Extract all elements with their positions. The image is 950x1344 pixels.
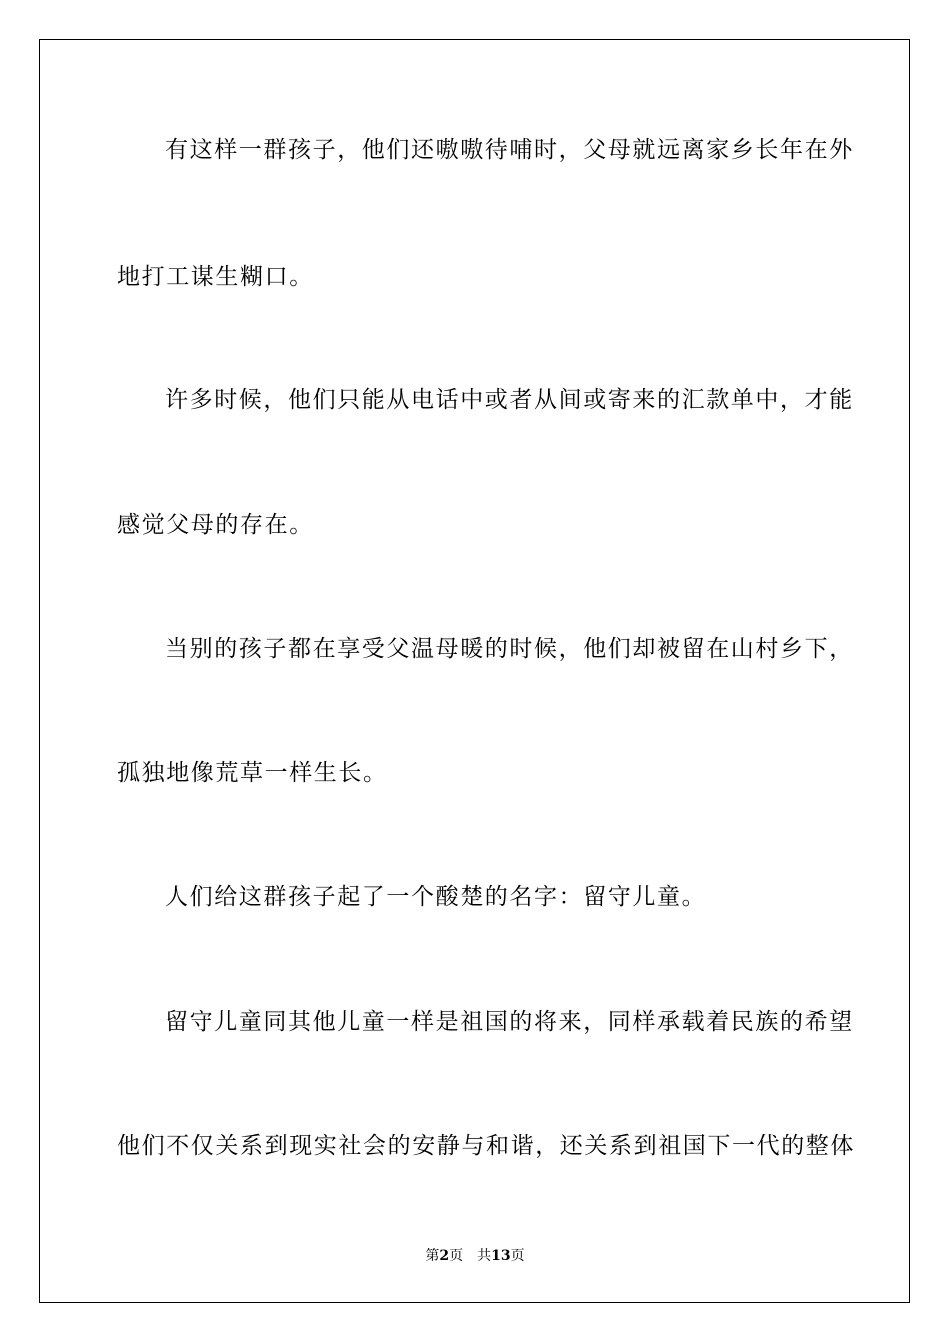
paragraph-2-line-1: 许多时候，他们只能从电话中或者从间或寄来的汇款单中，才能	[165, 387, 854, 413]
paragraph-4-line-1: 人们给这群孩子起了一个酸楚的名字：留守儿童。	[165, 884, 707, 910]
paragraph-5-line-2: 他们不仅关系到现实社会的安静与和谐，还关系到祖国下一代的整体	[117, 1133, 855, 1159]
current-page-number: 2	[439, 1248, 450, 1264]
paragraph-1-line-1: 有这样一群孩子，他们还嗷嗷待哺时，父母就远离家乡长年在外	[165, 137, 854, 163]
page-footer	[0, 1247, 950, 1265]
total-unit: 页	[510, 1248, 525, 1264]
paragraph-3-line-1: 当别的孩子都在享受父温母暖的时候，他们却被留在山村乡下，	[165, 636, 854, 662]
total-page-number: 13	[491, 1248, 511, 1264]
paragraph-1-line-2: 地打工谋生糊口。	[117, 264, 314, 290]
paragraph-2-line-2: 感觉父母的存在。	[117, 512, 314, 538]
page-unit: 页	[449, 1248, 464, 1264]
total-prefix: 共	[477, 1248, 492, 1264]
paragraph-3-line-2: 孤独地像荒草一样生长。	[117, 760, 388, 786]
page-prefix: 第	[425, 1248, 440, 1264]
paragraph-5-line-1: 留守儿童同其他儿童一样是祖国的将来，同样承载着民族的希望	[165, 1009, 854, 1035]
page-border	[39, 39, 910, 1303]
